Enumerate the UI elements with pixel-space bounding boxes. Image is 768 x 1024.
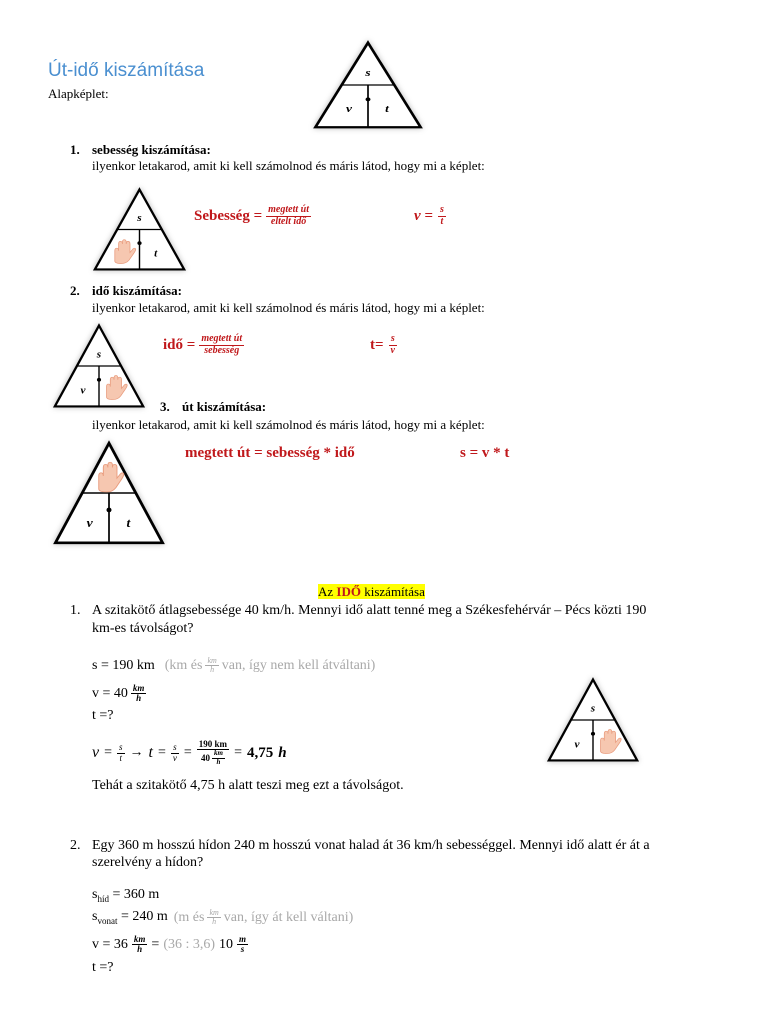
formula-triangle-distance [52, 440, 166, 546]
page-title: Út-idő kiszámítása [48, 60, 205, 81]
section-3-number: 3. [160, 399, 170, 414]
formula-numerator: megtett út [268, 204, 309, 215]
svg-text:t: t [154, 248, 158, 260]
intro-label: Alapképlet: [48, 86, 109, 101]
section-1-heading: sebesség kiszámítása: [92, 142, 211, 157]
problem-1-s-line: s = 190 km (km és km h van, így nem kell átváltani) [92, 656, 376, 675]
svg-text:v: v [86, 515, 93, 530]
problem-2-text-line1: Egy 360 m hosszú hídon 240 m hosszú vonat halad át 36 km/h sebességgel. Mennyi idő alatt ér át a [92, 838, 650, 853]
triangle-s-label: s [365, 66, 371, 79]
problem-1-t-line: t =? [92, 708, 114, 723]
formula-lhs: Sebesség = [194, 207, 263, 224]
section-3-heading: út kiszámítása: [182, 399, 267, 414]
svg-text:t: t [126, 515, 131, 530]
formula-denominator: eltelt idő [270, 215, 307, 227]
svg-text:s: s [590, 702, 596, 715]
section-2-symbol-formula: t= $\frac{s}{v}$ [370, 333, 395, 356]
problem-1-v-line: v = 40 km h [92, 683, 145, 704]
section-1-number: 1. [70, 142, 80, 157]
subtitle-time: Az IDŐ kiszámítása [318, 584, 425, 599]
svg-text:v: v [80, 384, 86, 397]
problem-1-number: 1. [70, 603, 81, 618]
problem-2-text-line2: szerelvény a hídon? [92, 855, 204, 870]
formula-triangle-problem-1 [546, 677, 640, 763]
svg-text:v: v [574, 738, 580, 751]
problem-1-text-line2: km-es távolságot? [92, 621, 194, 636]
problem-2-t-line: t =? [92, 960, 114, 975]
section-3-symbol-formula: s = v * t [460, 445, 510, 461]
section-1-text: ilyenkor letakarod, amit ki kell számolnod és máris látod, hogy mi a képlet: [92, 158, 485, 173]
formula-triangle-speed [92, 187, 187, 272]
triangle-t-label: t [385, 102, 389, 115]
triangle-v-label: v [345, 102, 352, 115]
svg-text:s: s [137, 212, 142, 224]
formula-triangle-time [52, 323, 146, 409]
problem-1-text-line1: A szitakötő átlagsebessége 40 km/h. Mennyi idő alatt tenné meg a Székesfehérvár – Pécs közti 190 [92, 603, 647, 618]
section-3-word-formula: megtett út = sebesség * idő [185, 445, 355, 461]
formula-triangle-basic [312, 40, 424, 130]
problem-2-v-line: v = 36 $\frac{km}{h}$ = (36 : 3,6) 10 m s [92, 934, 247, 955]
section-2-text: ilyenkor letakarod, amit ki kell számolnod és máris látod, hogy mi a képlet: [92, 300, 485, 315]
section-2-heading: idő kiszámítása: [92, 283, 182, 298]
problem-2-s-vonat: $s_{vonat} = 240$ m (m és km h van, így át kell váltani) [92, 908, 354, 927]
section-1-symbol-formula: v = $\frac{s}{t}$ [414, 204, 444, 227]
problem-2-s-hid: $s_{híd} = 360$ m [92, 887, 160, 904]
section-1-word-formula [194, 205, 311, 227]
section-2-word-formula: idő = megtett út sebesség [163, 333, 243, 356]
problem-2-number: 2. [70, 838, 81, 853]
section-2-number: 2. [70, 283, 80, 298]
section-3-text: ilyenkor letakarod, amit ki kell számolnod és máris látod, hogy mi a képlet: [92, 417, 485, 432]
problem-1-conclusion: Tehát a szitakötő 4,75 h alatt teszi meg ezt a távolságot. [92, 778, 404, 793]
problem-1-calculation: v = $\frac{s}{t}$ → t = $\frac{s}{v}$ = 190 km 40 km h = 4,75 h [92, 739, 287, 766]
svg-text:s: s [96, 348, 102, 361]
